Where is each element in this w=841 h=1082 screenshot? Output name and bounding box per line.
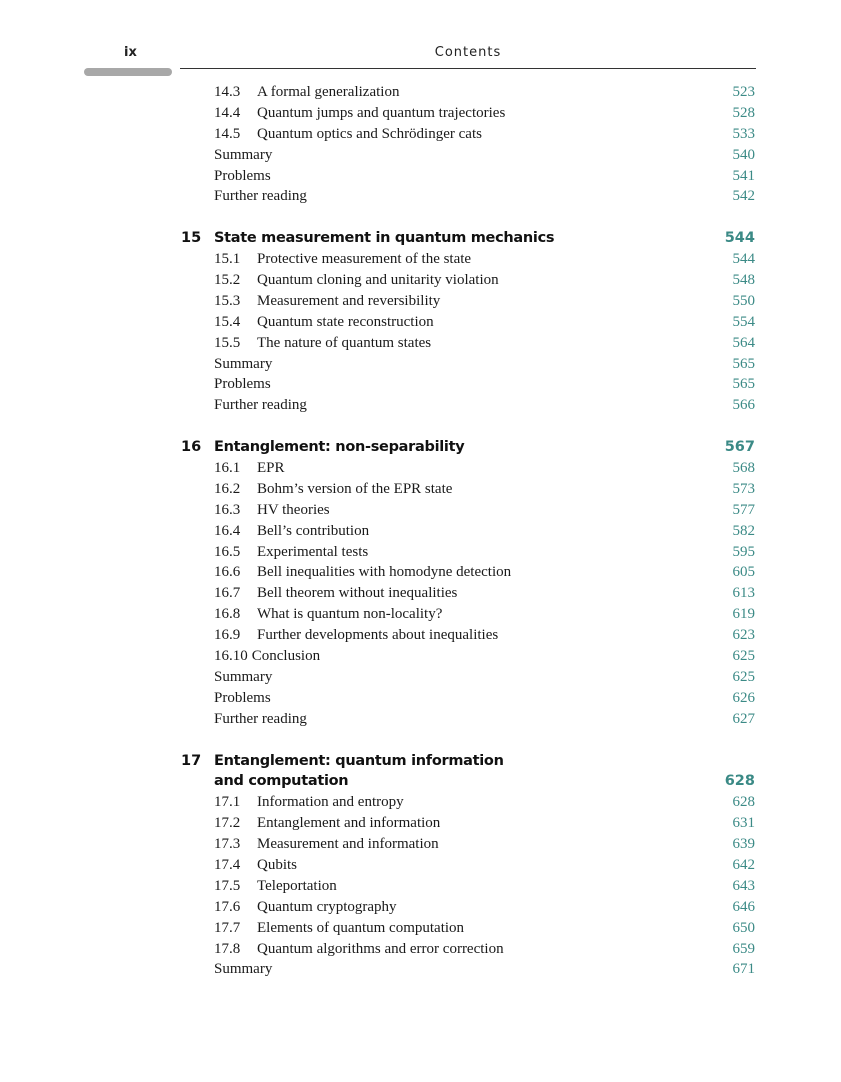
entry-title: Summary xyxy=(214,961,273,978)
entry-page: 642 xyxy=(732,856,755,873)
chapter-page: 544 xyxy=(724,230,755,247)
chapter-heading[interactable] xyxy=(0,751,841,772)
entry-title: Further reading xyxy=(214,710,307,727)
chapter-14-tail xyxy=(0,82,841,207)
toc-entry[interactable] xyxy=(0,688,841,709)
entry-title: Problems xyxy=(214,167,271,184)
section-number: 17.6 xyxy=(214,898,241,915)
entry-page: 548 xyxy=(732,272,755,289)
entry-title: Teleportation xyxy=(257,877,337,894)
entry-page: 627 xyxy=(732,710,755,727)
toc-entry[interactable] xyxy=(0,82,841,103)
entry-title: Information and entropy xyxy=(257,794,404,811)
chapter-16-sections xyxy=(0,458,841,730)
toc-entry[interactable] xyxy=(0,103,841,124)
entry-title: Quantum algorithms and error correction xyxy=(257,940,504,957)
entry-page: 631 xyxy=(732,815,755,832)
running-head: Contents xyxy=(434,45,502,60)
entry-title: Problems xyxy=(214,689,271,706)
entry-page: 550 xyxy=(732,292,755,309)
entry-page: 577 xyxy=(732,501,755,518)
section-number: 16.10 xyxy=(214,648,248,665)
section-number: 15.1 xyxy=(214,251,241,268)
entry-page: 541 xyxy=(732,167,755,184)
toc-entry[interactable] xyxy=(0,270,841,291)
toc-entry[interactable] xyxy=(0,500,841,521)
chapter-title-line2: and computation xyxy=(214,773,349,790)
chapter-heading-continued[interactable] xyxy=(0,771,841,792)
entry-page: 533 xyxy=(732,125,755,142)
header-rule xyxy=(180,68,756,69)
toc-entry[interactable] xyxy=(0,312,841,333)
entry-page: 582 xyxy=(732,522,755,539)
entry-title: Problems xyxy=(214,376,271,393)
toc-entry[interactable] xyxy=(0,374,841,395)
entry-page: 540 xyxy=(732,146,755,163)
entry-title: Elements of quantum computation xyxy=(257,919,465,936)
entry-page: 625 xyxy=(732,668,755,685)
entry-title: Quantum state reconstruction xyxy=(257,313,434,330)
toc-entry[interactable] xyxy=(0,939,841,960)
entry-title: Summary xyxy=(214,146,273,163)
section-number: 16.1 xyxy=(214,460,241,477)
entry-page: 613 xyxy=(732,585,755,602)
entry-page: 544 xyxy=(732,251,755,268)
section-number: 14.3 xyxy=(214,84,241,100)
toc-entry[interactable] xyxy=(0,604,841,625)
chapter-number: 15 xyxy=(181,230,202,247)
entry-title: Measurement and information xyxy=(257,836,439,853)
toc-entry[interactable] xyxy=(0,646,841,667)
entry-page: 625 xyxy=(732,648,755,665)
chapter-number: 17 xyxy=(181,752,202,769)
grey-tab-marker xyxy=(84,68,172,76)
entry-page: 628 xyxy=(732,794,755,811)
entry-title: Summary xyxy=(214,355,273,372)
section-number: 15.3 xyxy=(214,292,241,309)
entry-title: Entanglement and information xyxy=(257,815,441,832)
toc-entry[interactable] xyxy=(0,876,841,897)
entry-title: Bohm’s version of the EPR state xyxy=(257,480,453,497)
chapter-heading[interactable] xyxy=(0,437,841,458)
entry-page: 659 xyxy=(732,940,755,957)
toc-entry[interactable] xyxy=(0,918,841,939)
entry-page: 623 xyxy=(732,627,755,644)
entry-page: 542 xyxy=(732,188,755,205)
entry-page: 619 xyxy=(732,606,755,623)
entry-title: Summary xyxy=(214,668,273,685)
toc-entry[interactable] xyxy=(0,291,841,312)
toc-entry[interactable] xyxy=(0,395,841,416)
entry-page: 671 xyxy=(732,961,755,978)
entry-page: 650 xyxy=(732,919,755,936)
entry-page: 523 xyxy=(732,84,755,100)
section-number: 17.7 xyxy=(214,919,241,936)
section-number: 16.2 xyxy=(214,480,241,497)
entry-title: Protective measurement of the state xyxy=(257,251,472,268)
entry-title: Further reading xyxy=(214,188,307,205)
entry-page: 528 xyxy=(732,104,755,121)
section-number: 17.8 xyxy=(214,940,241,957)
entry-page: 566 xyxy=(732,397,755,414)
section-number: 17.4 xyxy=(214,856,241,873)
entry-title: EPR xyxy=(257,460,285,477)
section-number: 16.7 xyxy=(214,585,241,602)
chapter-title: State measurement in quantum mechanics xyxy=(214,230,555,247)
entry-page: 565 xyxy=(732,376,755,393)
toc-entry[interactable] xyxy=(0,855,841,876)
section-number: 14.4 xyxy=(214,104,241,121)
page-number: ix xyxy=(124,45,137,60)
section-number: 16.8 xyxy=(214,606,241,623)
entry-title: Bell’s contribution xyxy=(257,522,370,539)
entry-page: 564 xyxy=(732,334,755,351)
toc-entry[interactable] xyxy=(0,479,841,500)
toc-entry[interactable] xyxy=(0,625,841,646)
toc-entry[interactable] xyxy=(0,333,841,354)
entry-title: What is quantum non-locality? xyxy=(257,606,443,623)
entry-page: 639 xyxy=(732,836,755,853)
toc-entry[interactable] xyxy=(0,709,841,730)
entry-title: Quantum jumps and quantum trajectories xyxy=(257,104,506,121)
entry-title: Quantum cloning and unitarity violation xyxy=(257,272,499,289)
chapter-title-line1: Entanglement: quantum information xyxy=(214,752,504,769)
chapter-17-sections xyxy=(0,792,841,980)
toc-entry[interactable] xyxy=(0,834,841,855)
entry-title: Measurement and reversibility xyxy=(257,292,441,309)
chapter-number: 16 xyxy=(181,439,202,456)
entry-title: Further developments about inequalities xyxy=(257,627,499,644)
entry-title: Conclusion xyxy=(251,648,321,665)
entry-title: Bell inequalities with homodyne detection xyxy=(257,564,512,581)
toc-entry[interactable] xyxy=(0,542,841,563)
entry-page: 605 xyxy=(732,564,755,581)
section-number: 15.5 xyxy=(214,334,241,351)
chapter-heading[interactable] xyxy=(0,228,841,249)
entry-title: Further reading xyxy=(214,397,307,414)
toc-entry[interactable] xyxy=(0,521,841,542)
section-number: 16.9 xyxy=(214,627,241,644)
section-number: 16.5 xyxy=(214,543,241,560)
entry-title: A formal generalization xyxy=(257,84,400,100)
entry-page: 573 xyxy=(732,480,755,497)
toc-entry[interactable] xyxy=(0,813,841,834)
toc-entry[interactable] xyxy=(0,667,841,688)
entry-title: Bell theorem without inequalities xyxy=(257,585,458,602)
table-of-contents xyxy=(0,82,841,980)
toc-entry[interactable] xyxy=(0,458,841,479)
toc-entry[interactable] xyxy=(0,186,841,207)
toc-entry[interactable] xyxy=(0,583,841,604)
chapter-page: 628 xyxy=(724,773,755,790)
toc-entry[interactable] xyxy=(0,145,841,166)
entry-page: 554 xyxy=(732,313,755,330)
chapter-title: Entanglement: non-separability xyxy=(214,439,465,456)
toc-entry[interactable] xyxy=(0,792,841,813)
section-number: 14.5 xyxy=(214,125,241,142)
entry-page: 568 xyxy=(732,460,755,477)
entry-title: The nature of quantum states xyxy=(257,334,432,351)
entry-title: Quantum cryptography xyxy=(257,898,397,915)
section-number: 16.6 xyxy=(214,564,241,581)
entry-page: 565 xyxy=(732,355,755,372)
entry-page: 626 xyxy=(732,689,755,706)
toc-entry[interactable] xyxy=(0,562,841,583)
entry-title: Experimental tests xyxy=(257,543,369,560)
entry-page: 595 xyxy=(732,543,755,560)
entry-title: Qubits xyxy=(257,856,298,873)
toc-entry[interactable] xyxy=(0,354,841,375)
entry-page: 643 xyxy=(732,877,755,894)
section-number: 17.3 xyxy=(214,836,241,853)
toc-entry[interactable] xyxy=(0,249,841,270)
section-number: 17.5 xyxy=(214,877,241,894)
section-number: 15.4 xyxy=(214,313,241,330)
section-number: 17.1 xyxy=(214,794,241,811)
entry-title: Quantum optics and Schrödinger cats xyxy=(257,125,482,142)
toc-entry[interactable] xyxy=(0,959,841,980)
chapter-page: 567 xyxy=(724,439,755,456)
section-number: 15.2 xyxy=(214,272,241,289)
toc-entry[interactable] xyxy=(0,124,841,145)
entry-page: 646 xyxy=(732,898,755,915)
entry-title: HV theories xyxy=(257,501,330,518)
toc-entry[interactable] xyxy=(0,166,841,187)
toc-entry[interactable] xyxy=(0,897,841,918)
section-number: 16.3 xyxy=(214,501,241,518)
chapter-15-sections xyxy=(0,249,841,416)
section-number: 17.2 xyxy=(214,815,241,832)
section-number: 16.4 xyxy=(214,522,241,539)
